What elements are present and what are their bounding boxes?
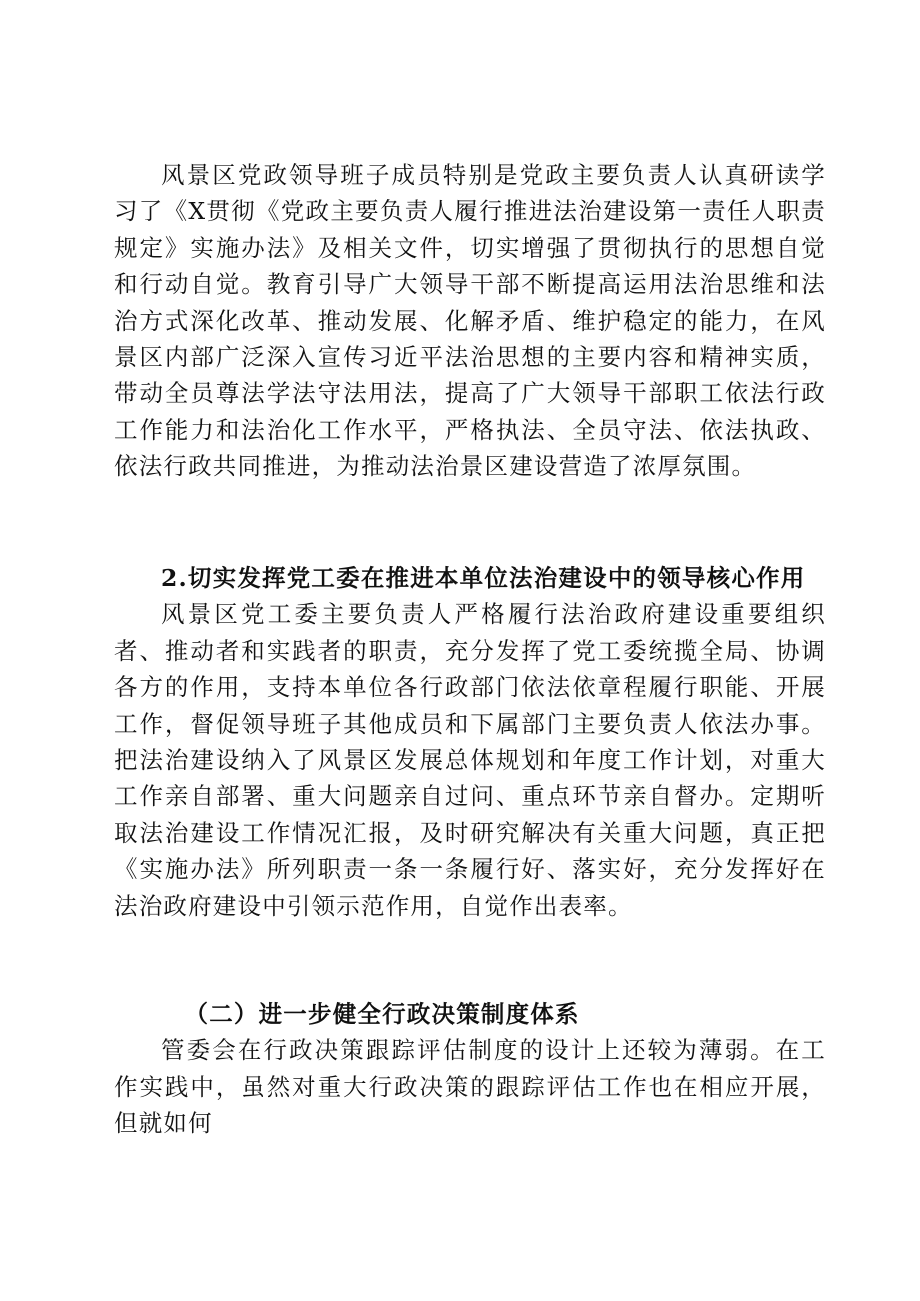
section-heading: （二）进一步健全行政决策制度体系: [184, 1000, 580, 1028]
body-paragraph-1: 风景区党政领导班子成员特别是党政主要负责人认真研读学习了《X贯彻《党政主要负责人履行推进法治建设第一责任人职责规定》实施办法》及相关文件，切实增强了贯彻执行的思想自觉和行动自觉。教育引导广大领导干部不断提高运用法治思维和法治方式深化改革、推动发展、化解矛盾、维护稳定的能力，在风景区内部广泛深入宣传习近平法治思想的主要内容和精神实质，带动全员尊法学法守法用法，提高了广大领导干部职工依法行政工作能力和法治化工作水平，严格执法、全员守法、依法执政、依法行政共同推进，为推动法治景区建设营造了浓厚氛围。: [114, 161, 826, 481]
text-block-3: [114, 996, 826, 1142]
text-block-2: [114, 560, 826, 924]
subsection-heading: 2.切实发挥党工委在推进本单位法治建设中的领导核心作用: [161, 564, 806, 592]
body-paragraph-2: 风景区党工委主要负责人严格履行法治政府建设重要组织者、推动者和实践者的职责，充分发挥了党工委统揽全局、协调各方的作用，支持本单位各行政部门依法依章程履行职能、开展工作，督促领导班子其他成员和下属部门主要负责人依法办事。把法治建设纳入了风景区发展总体规划和年度工作计划，对重大工作亲自部署、重大问题亲自过问、重点环节亲自督办。定期听取法治建设工作情况汇报，及时研究解决有关重大问题，真正把《实施办法》所列职责一条一条履行好、落实好，充分发挥好在法治政府建设中引领示范作用，自觉作出表率。: [114, 600, 826, 920]
body-paragraph-3: 管委会在行政决策跟踪评估制度的设计上还较为薄弱。在工作实践中，虽然对重大行政决策的跟踪评估工作也在相应开展，但就如何: [114, 1036, 826, 1138]
text-block-1: [114, 157, 826, 485]
